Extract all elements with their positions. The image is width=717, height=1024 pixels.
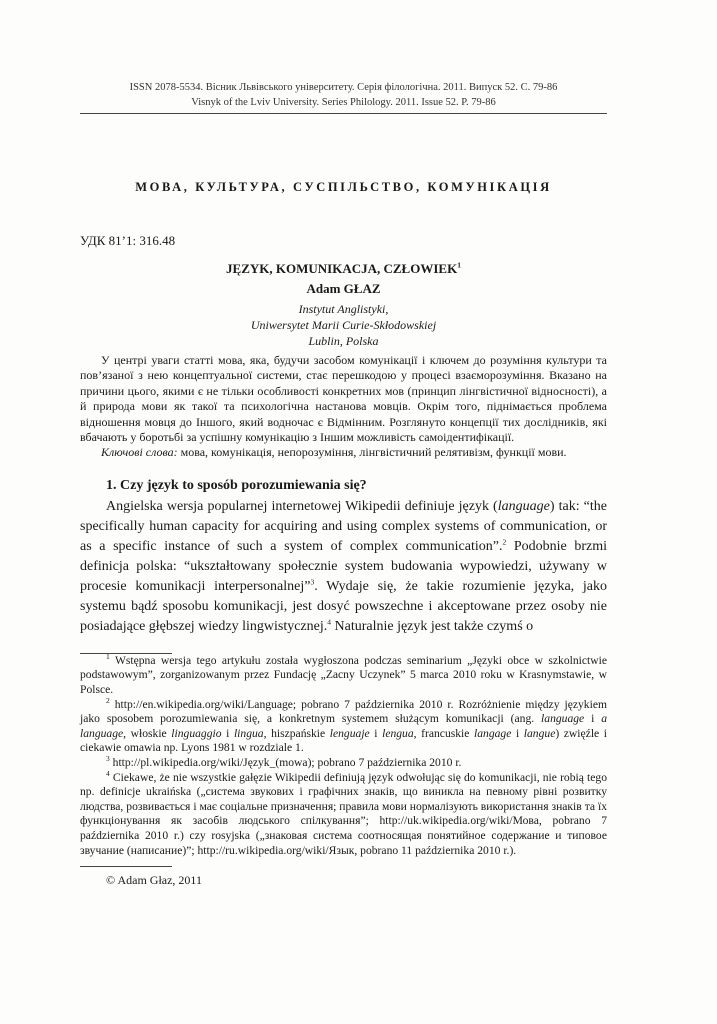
- header-line-1: ISSN 2078-5534. Вісник Львівського університету. Серія філологічна. 2011. Випуск 52. С. 79-86: [129, 82, 558, 93]
- footnote-text: i: [584, 712, 602, 726]
- footnote-4: [80, 768, 607, 859]
- footnote-term: langue: [523, 726, 556, 740]
- footnote-text: i: [369, 726, 383, 740]
- footnote-text: http://en.wikipedia.org/wiki/Language; pobrano 7 października 2010 r. Rozróżnienie między językiem jako sposobem porozumiewania się, a konkretnym systemem służącym komunikacji (ang.: [80, 697, 607, 726]
- author-name: Adam GŁAZ: [306, 281, 381, 296]
- copyright: © Adam Głaz, 2011: [106, 873, 202, 888]
- section-heading: 1. Czy język to sposób porozumiewania się?: [106, 477, 367, 493]
- keywords: [80, 445, 607, 460]
- footnote-term: linguaggio: [171, 726, 222, 740]
- body-text-run: Angielska wersja popularnej internetowej Wikipedii definiuje język (: [106, 498, 498, 514]
- footnote-term: a language: [80, 712, 607, 740]
- udk-code: УДК 81’1: 316.48: [80, 233, 176, 248]
- keywords-text: мова, комунікація, непорозуміння, лінгвістичний релятивізм, функції мови.: [177, 445, 567, 460]
- journal-header: [80, 80, 607, 110]
- footnote-1: [80, 651, 607, 698]
- body-text-run: . Wydaje się, że takie rozumienie języka, jako systemu bądź sposobu komunikacji, jest dosyć powszechne i akceptowane przez osoby nie posiadające głębszej wiedzy lingwistycznej.: [80, 578, 608, 634]
- abstract: У центрі уваги статті мова, яка, будучи засобом комунікації і ключем до розуміння культури та пов’язаної з нею концептуальної системи, стає перешкодою у процесі взаєморозуміння. Вказано на причини цього, якими є не тільки особливості конкретних мов (принцип лінгвістичної відносності), а й природа мови як такої та психологічна настанова мовців. Окрім того, піднімається проблема відношення мовця до Іншого, який водночас є Відмінним. Розглянуто концепції тих дослідників, які вбачають у боротьбі за успішну комунікацію з Іншим можливість самоідентифікації.: [80, 353, 607, 445]
- footnote-3: [80, 756, 607, 771]
- footnote-text: Ciekawe, że nie wszystkie gałęzie Wikipedii definiują język odwołując się do komunikacji, nie robią tego np. definicje ukraińska („система звукових і графічних знаків, що виникла на певному рівні розвитку людства, розвивається і має соціальне призначення; правила мови нормалізують використання знаків та їх функціонування як засобів людського спілкування”; http://uk.wikipedia.org/wiki/Мова, pobrano 7 października 2010 r.) czy rosyjska („знаковая система соотносящая понятийное содержание и типовое звучание (написание)”; http://ru.wikipedia.org/wiki/Язык, pobrano 11 października 2010 r.).: [80, 770, 607, 857]
- footnote-term: lengua: [382, 726, 414, 740]
- body-text-run: Podobnie brzmi definicja polska: “ukształtowany społecznie system budowania wypowiedzi, używany w procesie komunikacji interpersonalnej”: [80, 538, 607, 594]
- footnote-text: Wstępna wersja tego artykułu została wygłoszona podczas seminarium „Języki obce w szkolnictwie podstawowym”, zorganizowanym przez Fundację „Zacny Uczynek” 5 marca 2010 roku w Krasnymstawie, w Polsce.: [80, 653, 607, 697]
- footnote-2: [80, 695, 607, 756]
- footnote-text: http://pl.wikipedia.org/wiki/Język_(mowa); pobrano 7 października 2010 r.: [109, 756, 462, 769]
- affiliation-line: Uniwersytet Marii Curie-Skłodowskiej: [250, 318, 437, 332]
- footnote-text: , hiszpańskie: [263, 726, 330, 740]
- footnote-term: lingua: [233, 726, 264, 740]
- footnote-number: 4: [106, 768, 110, 778]
- body-paragraph: [80, 497, 607, 637]
- footnote-term: language: [541, 712, 585, 726]
- section-title: МОВА, КУЛЬТУРА, СУСПІЛЬСТВО, КОМУНІКАЦІЯ: [135, 180, 552, 194]
- body-text-run: ) tak: “the specifically human capacity for acquiring and using complex systems of communication, or as a specific instance of such a system of complex communication”.: [80, 498, 607, 554]
- header-line-2: Visnyk of the Lviv University. Series Philology. 2011. Issue 52. P. 79-86: [191, 97, 496, 108]
- footnote-ref-2[interactable]: 2: [502, 537, 507, 547]
- body-term: language: [497, 498, 550, 514]
- article-title: [80, 261, 607, 277]
- article-title-text: JĘZYK, KOMUNIKACJA, CZŁOWIEK: [226, 261, 458, 276]
- footnote-term: langage: [474, 726, 512, 740]
- footnote-ref-3[interactable]: 3: [310, 577, 315, 587]
- body-text-run: Naturalnie język jest także czymś o: [331, 618, 534, 634]
- affiliation-line: Instytut Anglistyki,: [298, 302, 389, 316]
- footnote-term: lenguaje: [329, 726, 370, 740]
- affiliation-line: Lublin, Polska: [308, 334, 379, 348]
- footnote-text: i: [511, 726, 524, 740]
- footnote-number: 2: [106, 695, 110, 705]
- author-affiliation: [80, 301, 607, 349]
- footnote-text: i: [221, 726, 234, 740]
- footnote-text: ) zwięźle i ciekawie omawia np. Lyons 1981 w rozdziale 1.: [80, 726, 607, 755]
- journal-page: [80, 80, 607, 888]
- header-rule: [80, 113, 607, 114]
- footnote-ref-1[interactable]: 1: [457, 260, 461, 270]
- footnote-text: , francuskie: [413, 726, 475, 740]
- footnote-number: 3: [106, 754, 110, 764]
- keywords-label: Ключові слова:: [101, 445, 178, 460]
- copyright-rule: [80, 866, 172, 867]
- footnote-number: 1: [106, 651, 110, 661]
- footnote-text: , włoskie: [123, 726, 172, 740]
- footnote-ref-4[interactable]: 4: [327, 617, 331, 627]
